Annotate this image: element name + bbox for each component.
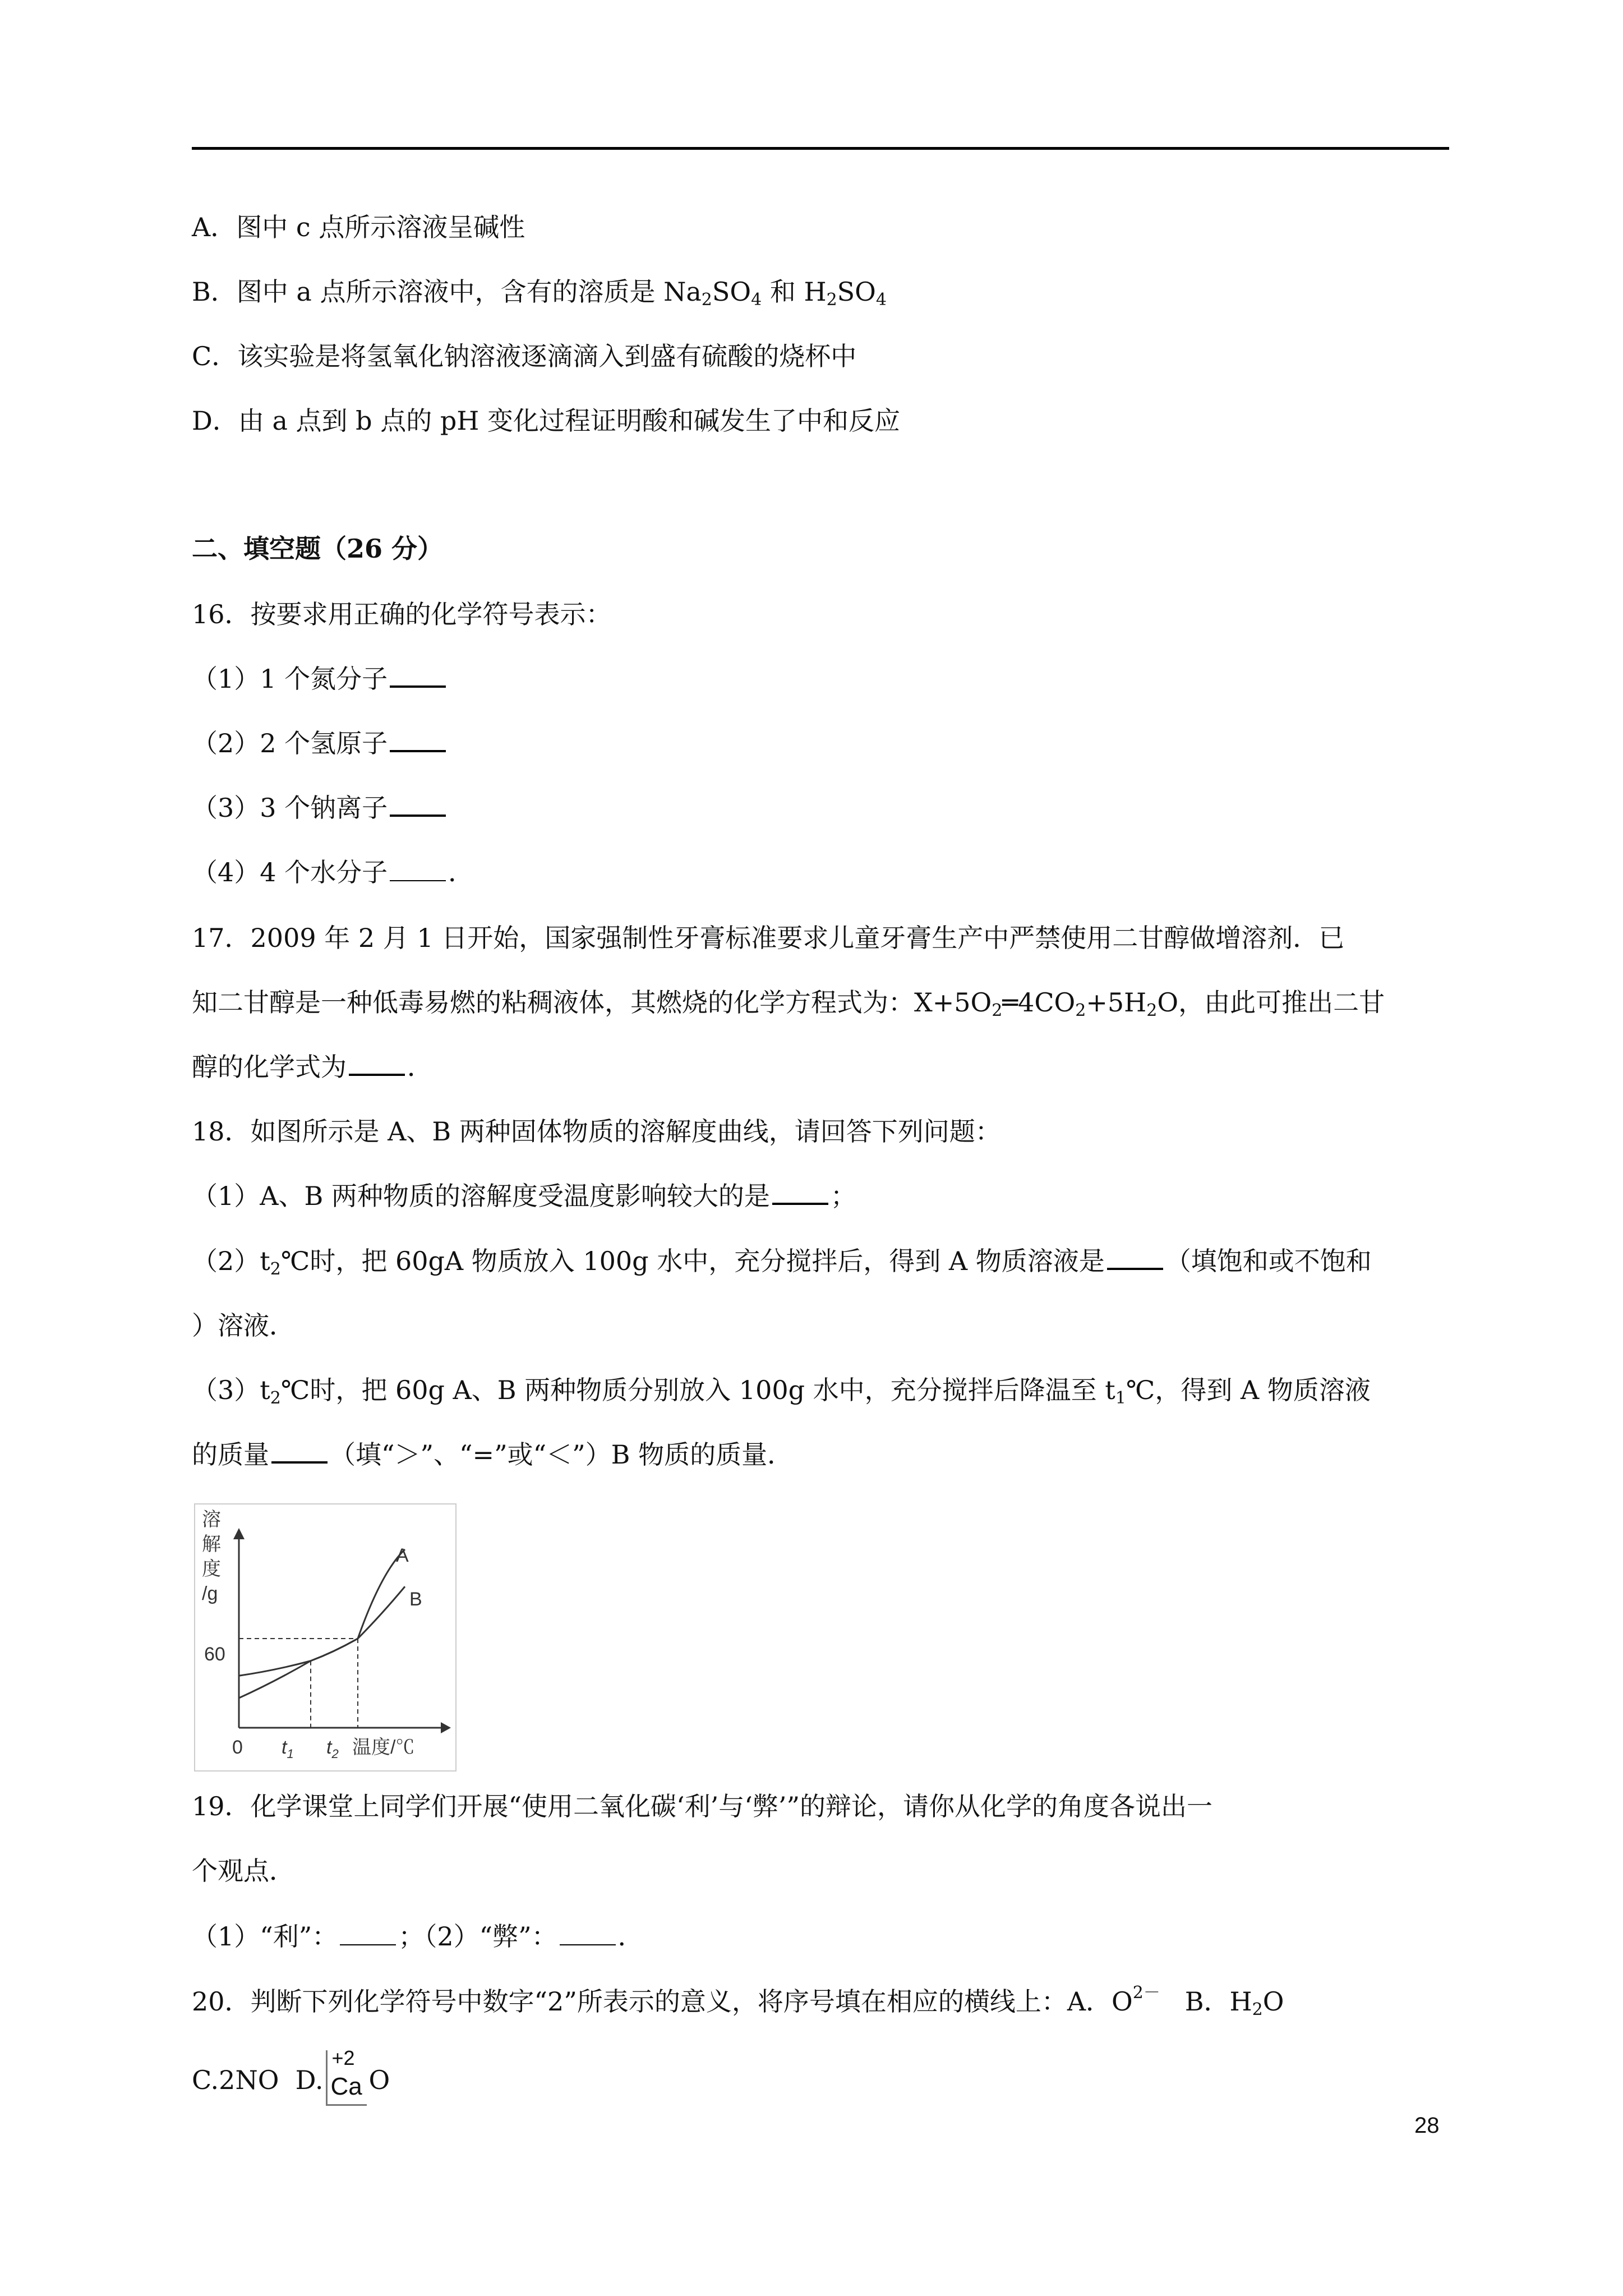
q17-line1: 17．2009 年 2 月 1 日开始，国家强制性牙膏标准要求儿童牙膏生产中严禁使用二甘醇做增溶剂．已 [192,923,1345,953]
q20-line2: C.2NO D. +2 Ca O [192,2050,390,2106]
q19-line2: 个观点． [192,1856,295,1886]
calcium-valence-symbol: +2 Ca [326,2050,367,2106]
header-rule [192,147,1449,150]
y-tick-60: 60 [204,1644,225,1665]
q18-part3: $(3)t_2℃$时，把 60g A、B 两种物质分别放入 100g 水中，充分搅拌后降温至 $t_1℃$，得到 A 物质溶液 [192,1375,1371,1408]
q17-line3: 醇的化学式为 ． [192,1052,433,1082]
ylabel-char: /g [202,1583,218,1604]
page-number: 28 [1414,2113,1440,2138]
x-tick-t1: $t_1$ [282,1737,294,1761]
q18-part3-cont: 的质量 （填“＞”、“=”或“＜”）B 物质的质量． [192,1439,794,1470]
q16-stem: 16．按要求用正确的化学符号表示： [192,599,612,629]
answer-blank[interactable] [271,1439,328,1464]
answer-blank[interactable] [390,792,446,817]
answer-blank[interactable] [1107,1245,1163,1270]
answer-blank[interactable] [349,1051,405,1076]
series-label-a: A [396,1545,409,1566]
x-tick-t2: $t_2$ [326,1737,339,1761]
series-label-b: B [409,1589,422,1610]
answer-blank[interactable] [390,728,446,752]
option-b: B．图中 a 点所示溶液中，含有的溶质是 $Na_2SO_4$ 和 $H_2SO_4$ [192,277,887,310]
x-axis-label: 温度/℃ [352,1737,415,1758]
answer-blank[interactable] [772,1180,828,1205]
q20-line1: 20．判断下列化学符号中数字“2”所表示的意义，将序号填在相应的横线上：A．$O^{2-}$ B．$H_2O$ [192,1983,1284,2019]
answer-blank[interactable] [340,1922,396,1945]
q18-part1: （1）A、B 两种物质的溶解度受温度影响较大的是 ； [192,1181,856,1211]
q16-part1: （1）1 个氮分子 [192,662,448,696]
ylabel-char: 度 [202,1558,221,1580]
option-a: A．图中 c 点所示溶液呈碱性 [192,212,525,242]
section-title: 二、填空题（26 分） [192,533,444,564]
origin-label: 0 [232,1737,243,1758]
q16-part3: （3）3 个钠离子 [192,791,448,825]
answer-blank[interactable] [390,663,446,688]
answer-blank[interactable] [390,858,446,881]
q19-line1: 19．化学课堂上同学们开展“使用二氧化碳‘利’与‘弊’”的辩论，请你从化学的角度各说出一 [192,1791,1213,1821]
q19-line3: （1）“利”： ；（2）“弊”： ． [192,1921,644,1952]
ylabel-char: 溶 [202,1509,221,1530]
option-c: C．该实验是将氢氧化钠溶液逐滴滴入到盛有硫酸的烧杯中 [192,341,857,371]
q17-line2: 知二甘醇是一种低毒易燃的粘稠液体，其燃烧的化学方程式为：$X+5O_2═4CO_2+5H_2O$，由此可推出二甘 [192,987,1385,1020]
q18-stem: 18．如图所示是 A、B 两种固体物质的溶解度曲线，请回答下列问题： [192,1116,1001,1147]
q18-part2-cont: ）溶液． [192,1310,295,1341]
q16-part4: （4）4 个水分子 ． [192,857,474,887]
solubility-chart [194,1503,457,1772]
q16-part2: （2）2 个氢原子 [192,726,448,760]
chart-frame [195,1504,456,1771]
answer-blank[interactable] [560,1922,616,1945]
option-d: D．由 a 点到 b 点的 pH 变化过程证明酸和碱发生了中和反应 [192,406,901,436]
ylabel-char: 解 [202,1534,221,1555]
q18-part2: $(2)t_2℃$时，把 60gA 物质放入 100g 水中，充分搅拌后，得到 A 物质溶液是 （填饱和或不饱和 [192,1246,1372,1279]
